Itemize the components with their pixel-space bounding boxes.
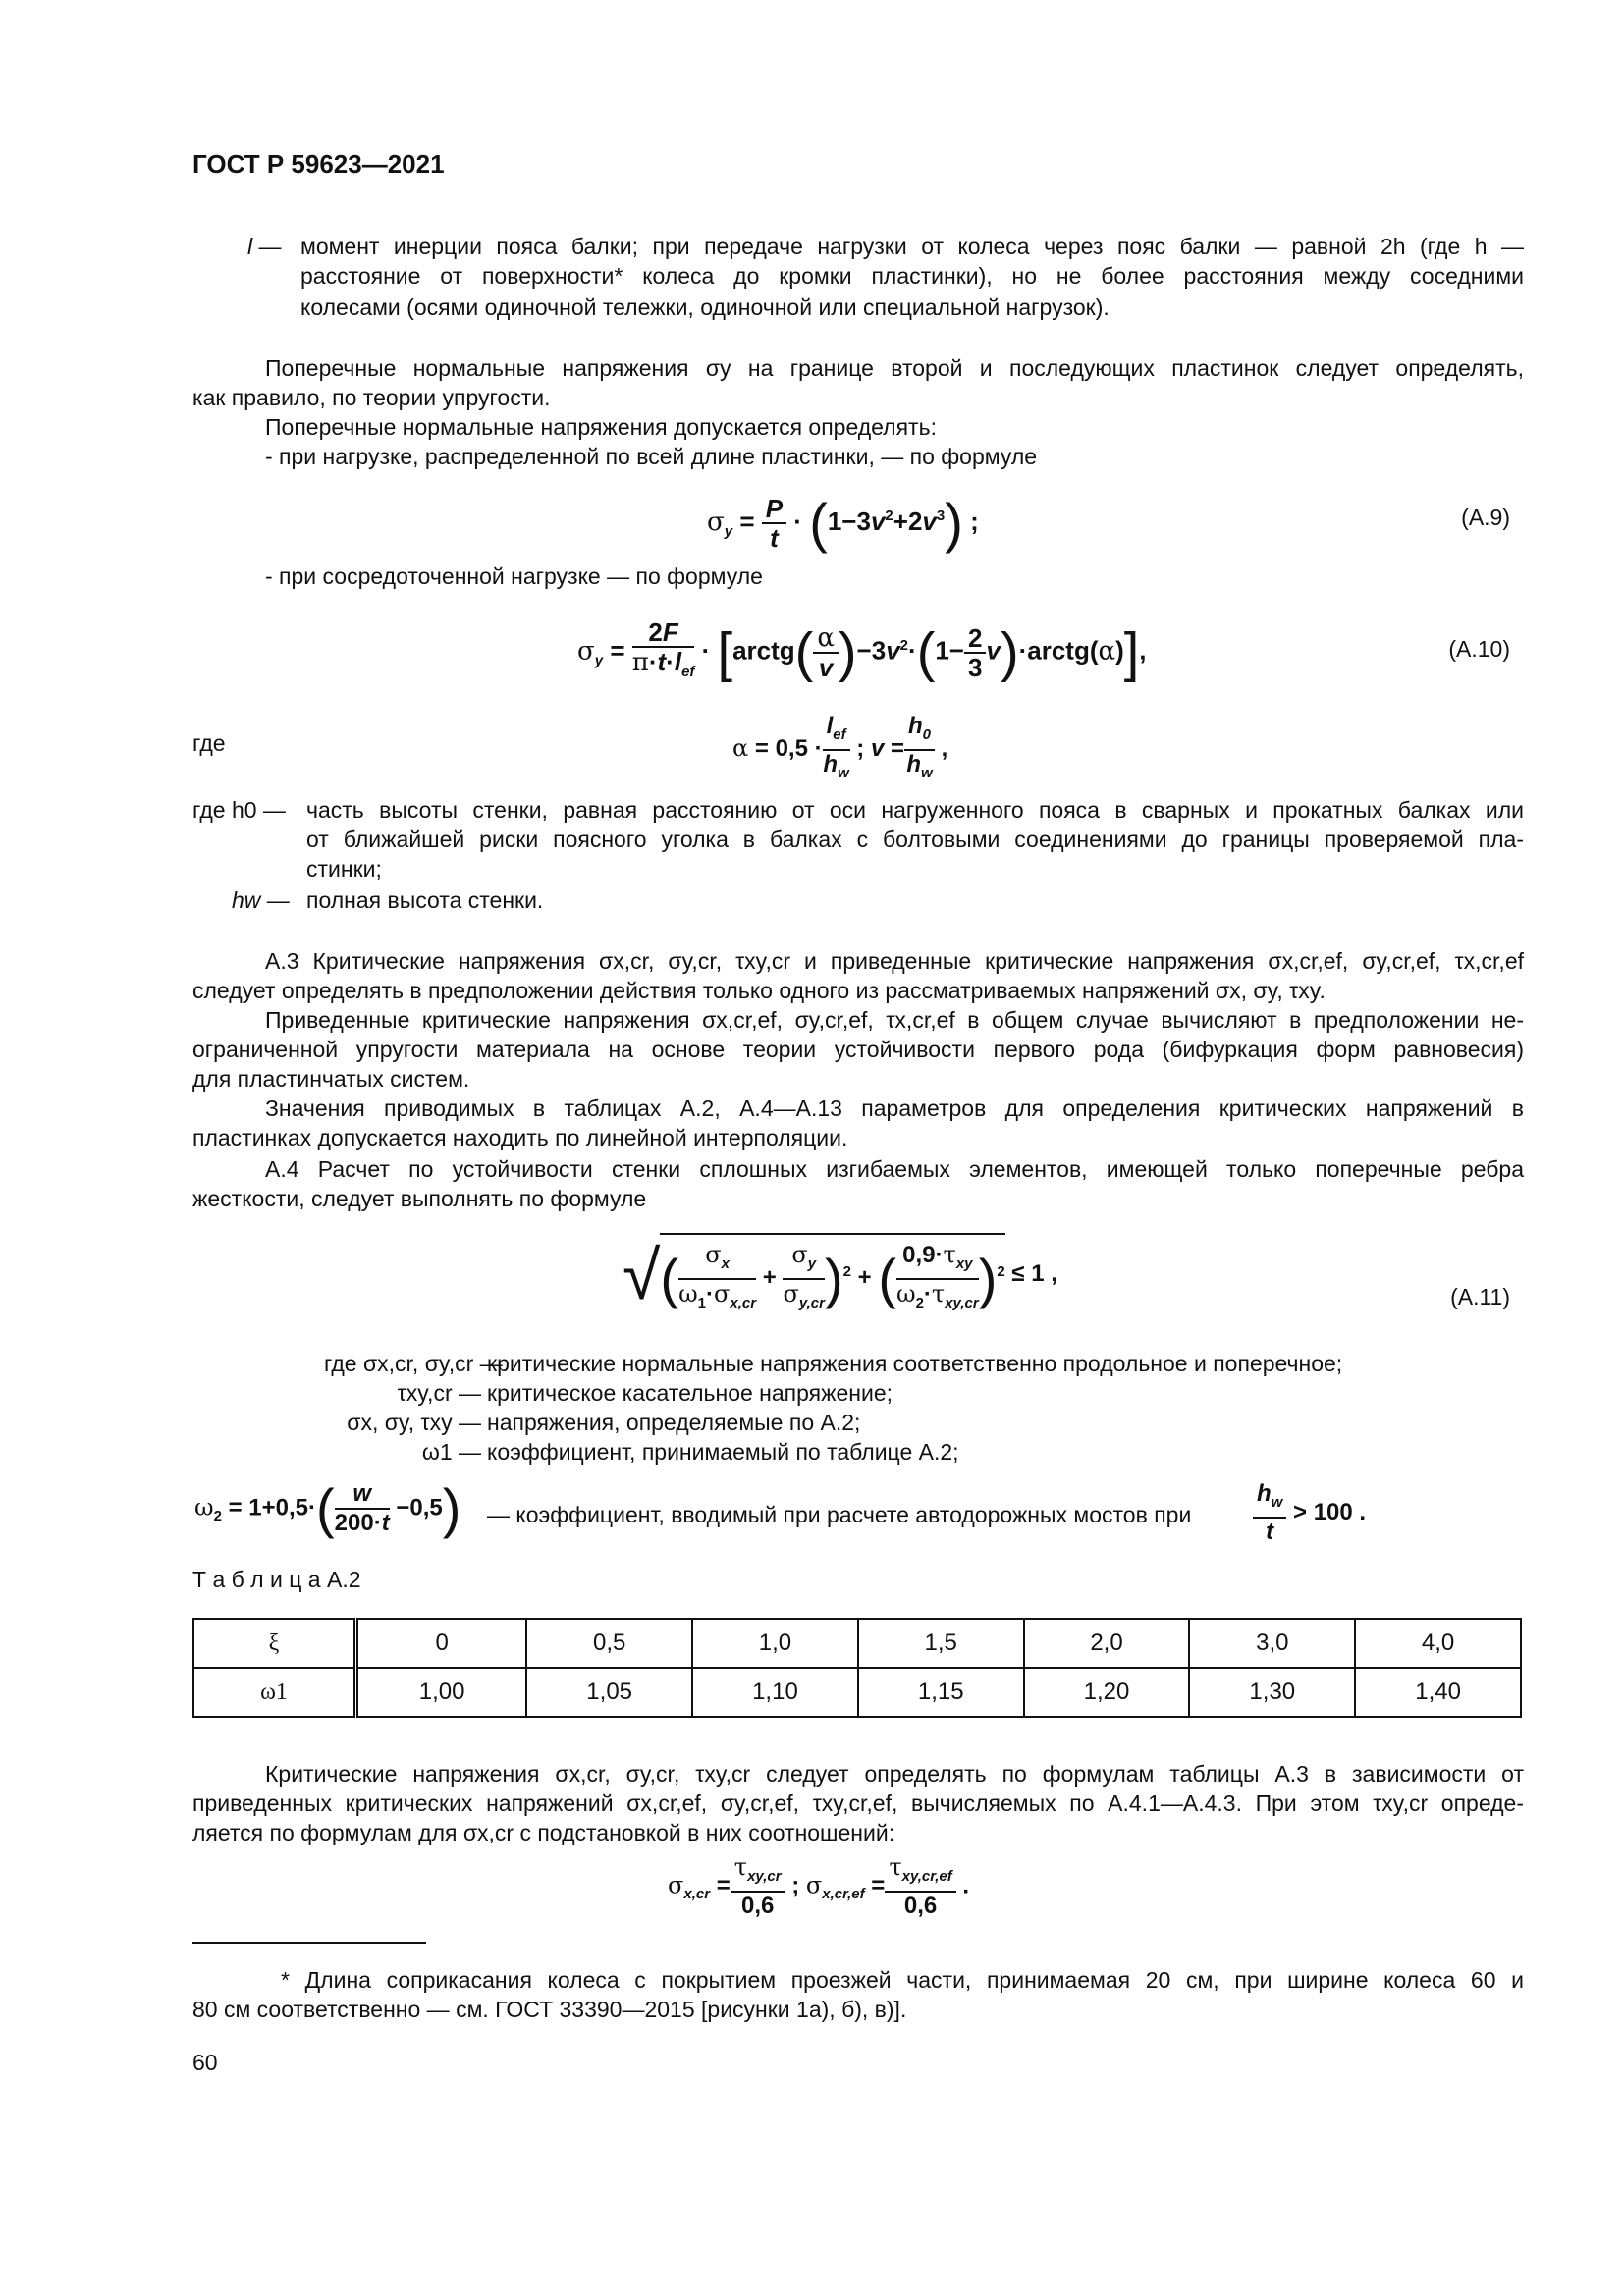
def-h0-line1: часть высоты стенки, равная расстоянию от оси нагруженного пояса в сварных и прокатных балках или <box>306 797 1524 823</box>
formula-a11: √( $\frac{\sigma_x}{\omega_1\cdot\sigma_{x,cr}}$ + $\frac{\sigma_y}{\sigma_{y,cr}}$ )$^2$ + ( $\frac{0,9\cdot\tau_{xy}}{\omega_2\cdot\tau_{xy,cr}}$ )$^2$ ≤ 1 , <box>623 1233 1057 1317</box>
table-cell: 1,10 <box>692 1668 858 1717</box>
a4-line1: А.4 Расчет по устойчивости стенки сплошных изгибаемых элементов, имеющей только поперечные ребра <box>265 1156 1524 1182</box>
table-cell: 4,0 <box>1355 1619 1521 1668</box>
footnote-line1: * Длина соприкасания колеса с покрытием проезжей части, принимаемая 20 см, при ширине колеса 60 и <box>281 1967 1524 1993</box>
def3-sym-3: ω1 — <box>421 1439 481 1465</box>
page-number: 60 <box>192 2050 218 2075</box>
a3-line3: Приведенные критические напряжения σx,cr,ef, σy,cr,ef, τx,cr,ef в общем случае вычисляют в предположении не- <box>265 1007 1524 1033</box>
table-cell: 1,0 <box>692 1619 858 1668</box>
def3-sym-2: σx, σy, τxy — <box>347 1410 481 1435</box>
table-cell: 0,5 <box>526 1619 692 1668</box>
def3-text-3: коэффициент, принимаемый по таблице А.2; <box>487 1439 959 1465</box>
formula-omega2: $\omega_2 = 1+0,5\cdot$( $\frac{w}{200\cdot t}$ −0,5) <box>194 1477 461 1539</box>
table-cell: 1,40 <box>1355 1668 1521 1717</box>
para1-line3: Поперечные нормальные напряжения допускается определять: <box>265 414 937 440</box>
eq-label-a11: (A.11) <box>1450 1284 1510 1309</box>
def3-text-2: напряжения, определяемые по А.2; <box>487 1410 861 1435</box>
table-cell: 1,05 <box>526 1668 692 1717</box>
document-header: ГОСТ Р 59623—2021 <box>192 149 445 179</box>
para1-line1: Поперечные нормальные напряжения σy на границе второй и последующих пластинок следует определять, <box>265 355 1524 381</box>
a4-line2: жесткости, следует выполнять по формуле <box>192 1186 647 1211</box>
def3-sym-0: где σx,cr, σy,cr — <box>324 1351 503 1376</box>
def-l-line2: расстояние от поверхности* колеса до кромки пластинки), но не более расстояния между соседними <box>300 263 1524 289</box>
def-h0-line2: от ближайшей риски поясного уголка в балках с болтовыми соединениями до границы проверяемой пла- <box>306 827 1524 852</box>
table-row <box>193 1668 1521 1717</box>
table-cell: 0 <box>356 1619 527 1668</box>
def-hw-symbol: hw — <box>232 887 290 913</box>
eq-label-a10: (A.10) <box>1448 636 1510 662</box>
a3-line6: Значения приводимых в таблицах А.2, А.4—А.13 параметров для определения критических напряжений в <box>265 1095 1524 1121</box>
def-l-line1: момент инерции пояса балки; при передаче нагрузки от колеса через пояс балки — равной 2h (где h — <box>300 234 1524 259</box>
omega2-cond-text: > 100 . <box>1293 1498 1367 1525</box>
formula-alpha-v: α = 0,5 · $\frac{l_{ef}}{h_w}$ ; v = $\frac{h_0}{h_w}$ , <box>732 713 948 781</box>
a3-line2: следует определять в предположении действия только одного из рассматриваемых напряжений σx, σy, τxy. <box>192 978 1326 1003</box>
para1-line4: - при нагрузке, распределенной по всей длине пластинки, — по формуле <box>265 444 1038 469</box>
para3-line3: ляется по формулам для σx,cr с подстановкой в них соотношений: <box>192 1820 895 1845</box>
a3-line7: пластинках допускается находить по линейной интерполяции. <box>192 1125 848 1150</box>
footnote-line2: 80 см соответственно — см. ГОСТ 33390—2015 [рисунки 1а), б), в)]. <box>192 1997 907 2022</box>
arctg-text: arctg <box>732 635 795 666</box>
def-h0-symbol: где h0 — <box>192 797 286 823</box>
formula-substitution: $\sigma_{x,cr}$ = $\frac{\tau_{xy,cr}}{0,6}$ ; $\sigma_{x,cr,ef}$ = $\frac{\tau_{xy,cr,ef}}{0,6}$ . <box>668 1853 970 1919</box>
para1-line2: как правило, по теории упругости. <box>192 385 551 410</box>
footnote-separator <box>192 1942 426 1944</box>
table-row <box>193 1619 1521 1668</box>
def-l-symbol: l — <box>247 234 282 259</box>
a11-rhs: ≤ 1 , <box>1011 1260 1057 1288</box>
formula-a9: $\sigma_y$ = $\frac{P}{t}$ · $(1-3v^2+2v^3)$ ; <box>707 492 979 554</box>
eq-label-a9: (A.9) <box>1461 505 1510 530</box>
table-a2 <box>192 1618 1522 1718</box>
table-cell: 3,0 <box>1189 1619 1355 1668</box>
table-cell: 1,30 <box>1189 1668 1355 1717</box>
def-h0-line3: стинки; <box>306 856 382 881</box>
table-row-header: ξ <box>193 1619 356 1668</box>
table-cell: 1,15 <box>858 1668 1024 1717</box>
omega2-condition: $\frac{h_w}{t}$ > 100 . <box>1253 1480 1366 1546</box>
a3-line5: для пластинчатых систем. <box>192 1066 470 1092</box>
a3-line1: А.3 Критические напряжения σx,cr, σy,cr, τxy,cr и приведенные критические напряжения σx,cr,ef, σy,cr,ef, τx,cr,ef <box>265 948 1524 974</box>
def3-text-1: критическое касательное напряжение; <box>487 1380 893 1406</box>
table-cell: 2,0 <box>1024 1619 1190 1668</box>
def3-sym-1: τxy,cr — <box>397 1380 481 1406</box>
table-title: Т а б л и ц а А.2 <box>192 1567 361 1592</box>
omega2-text: — коэффициент, вводимый при расчете автодорожных мостов при <box>487 1502 1192 1527</box>
para2-line1: - при сосредоточенной нагрузке — по формуле <box>265 563 763 589</box>
def3-text-0: критические нормальные напряжения соответственно продольное и поперечное; <box>487 1351 1343 1376</box>
para3-line1: Критические напряжения σx,cr, σy,cr, τxy,cr следует определять по формулам таблицы А.3 в зависимости от <box>265 1761 1524 1787</box>
where-label: где <box>192 730 226 756</box>
formula-a10: $\sigma_y$ = $\frac{2F}{\pi\cdot t\cdot l_{ef}}$ · [arctg( $\frac{\alpha}{v}$ )$-3v^2\cdot(1-$ $\frac{2}{3}$ v)·arctg(α)], <box>577 617 1147 683</box>
para3-line2: приведенных критических напряжений σx,cr,ef, σy,cr,ef, τxy,cr,ef, вычисляемых по А.4.1—А.4.3. При этом τxy,cr опреде- <box>192 1790 1524 1816</box>
table-cell: 1,5 <box>858 1619 1024 1668</box>
table-cell: 1,20 <box>1024 1668 1190 1717</box>
table-cell: 1,00 <box>356 1668 527 1717</box>
a3-line4: ограниченной упругости материала на основе теории устойчивости первого рода (бифуркация форм равновесия) <box>192 1037 1524 1062</box>
def-hw-line1: полная высота стенки. <box>306 887 544 913</box>
table-row-header: ω1 <box>193 1668 356 1717</box>
def-l-line3: колесами (осями одиночной тележки, одиночной или специальной нагрузок). <box>300 294 1110 320</box>
